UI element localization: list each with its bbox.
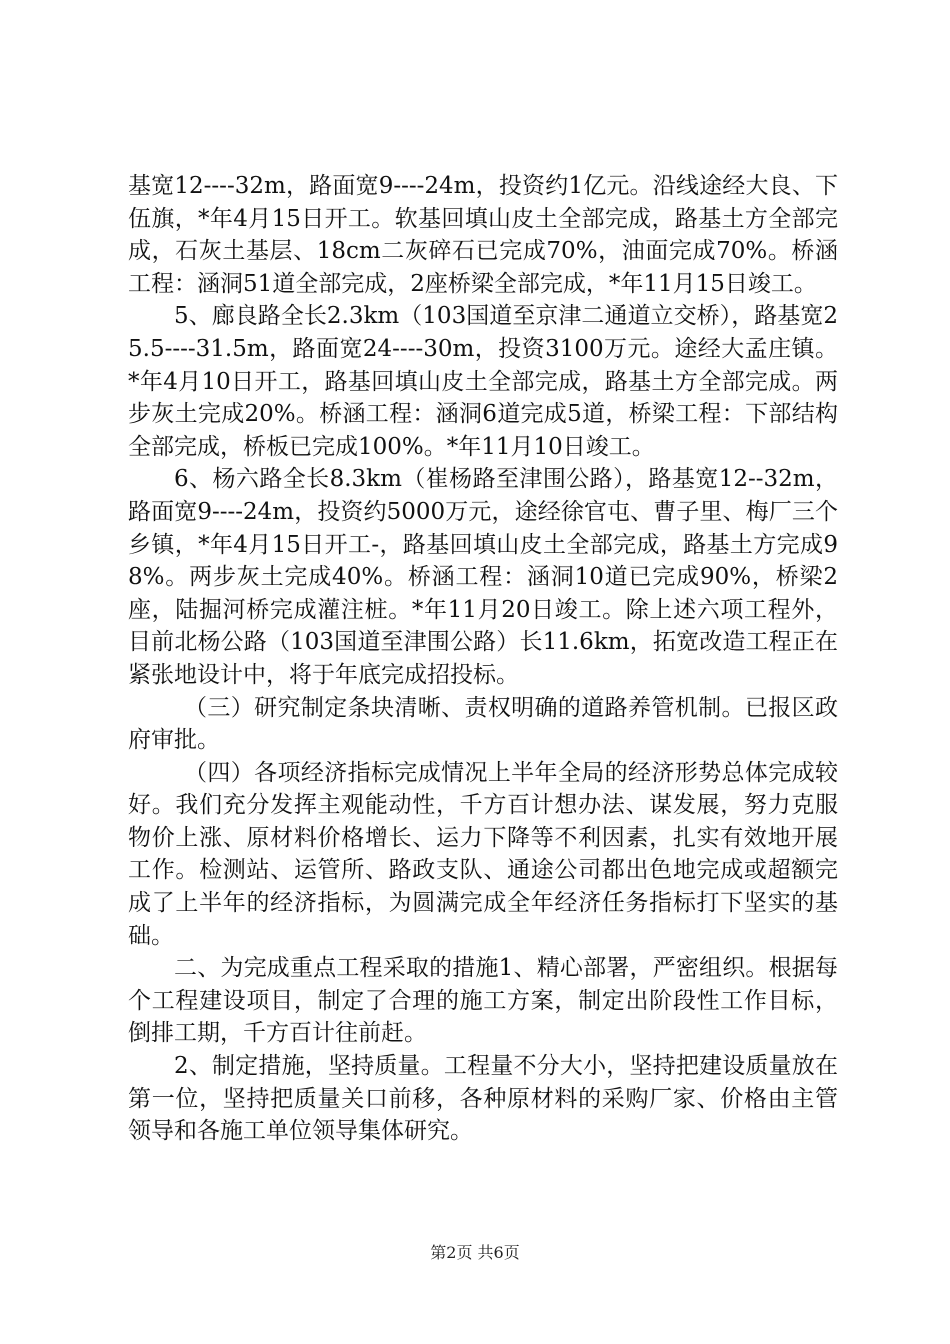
paragraph-section-3: （三）研究制定条块清晰、责权明确的道路养管机制。已报区政府审批。 <box>128 694 838 754</box>
paragraph-continued: 基宽12----32m，路面宽9----24m，投资约1亿元。沿线途经大良、下伍旗，*年4月15日开工。软基回填山皮土全部完成，路基土方全部完成，石灰土基层、18cm二灰碎石已完成70%，油面完成70%。桥涵工程：涵洞51道全部完成，2座桥梁全部完成，*年11月15日竣工。 <box>128 173 838 297</box>
paragraph-item-6: 6、杨六路全长8.3km（崔杨路至津围公路），路基宽12--32m，路面宽9----24m，投资约5000万元，途经徐官屯、曹子里、梅厂三个乡镇，*年4月15日开工-，路基回填山皮土全部完成，路基土方完成98%。两步灰土完成40%。桥涵工程：涵洞10道已完成90%，桥梁2座，陆掘河桥完成灌注桩。*年11月20日竣工。除上述六项工程外，目前北杨公路（103国道至津围公路）长11.6km，拓宽改造工程正在紧张地设计中，将于年底完成招投标。 <box>128 466 838 688</box>
document-body <box>128 170 838 1148</box>
paragraph-section-2-measures: 二、为完成重点工程采取的措施1、精心部署，严密组织。根据每个工程建设项目，制定了合理的施工方案，制定出阶段性工作目标，倒排工期，千方百计往前赶。 <box>128 955 838 1047</box>
page-number-footer: 第2页 共6页 <box>430 1243 520 1262</box>
paragraph-measure-2: 2、制定措施，坚持质量。工程量不分大小，坚持把建设质量放在第一位，坚持把质量关口前移，各种原材料的采购厂家、价格由主管领导和各施工单位领导集体研究。 <box>128 1053 838 1145</box>
paragraph-item-5: 5、廊良路全长2.3km（103国道至京津二通道立交桥），路基宽25.5----31.5m，路面宽24----30m，投资3100万元。途经大孟庄镇。*年4月10日开工，路基回填山皮土全部完成，路基土方全部完成。两步灰土完成20%。桥涵工程：涵洞6道完成5道，桥梁工程：下部结构全部完成，桥板已完成100%。*年11月10日竣工。 <box>128 303 838 460</box>
paragraph-section-4: （四）各项经济指标完成情况上半年全局的经济形势总体完成较好。我们充分发挥主观能动性，千方百计想办法、谋发展，努力克服物价上涨、原材料价格增长、运力下降等不利因素，扎实有效地开展工作。检测站、运管所、路政支队、通途公司都出色地完成或超额完成了上半年的经济指标，为圆满完成全年经济任务指标打下坚实的基础。 <box>128 759 838 949</box>
